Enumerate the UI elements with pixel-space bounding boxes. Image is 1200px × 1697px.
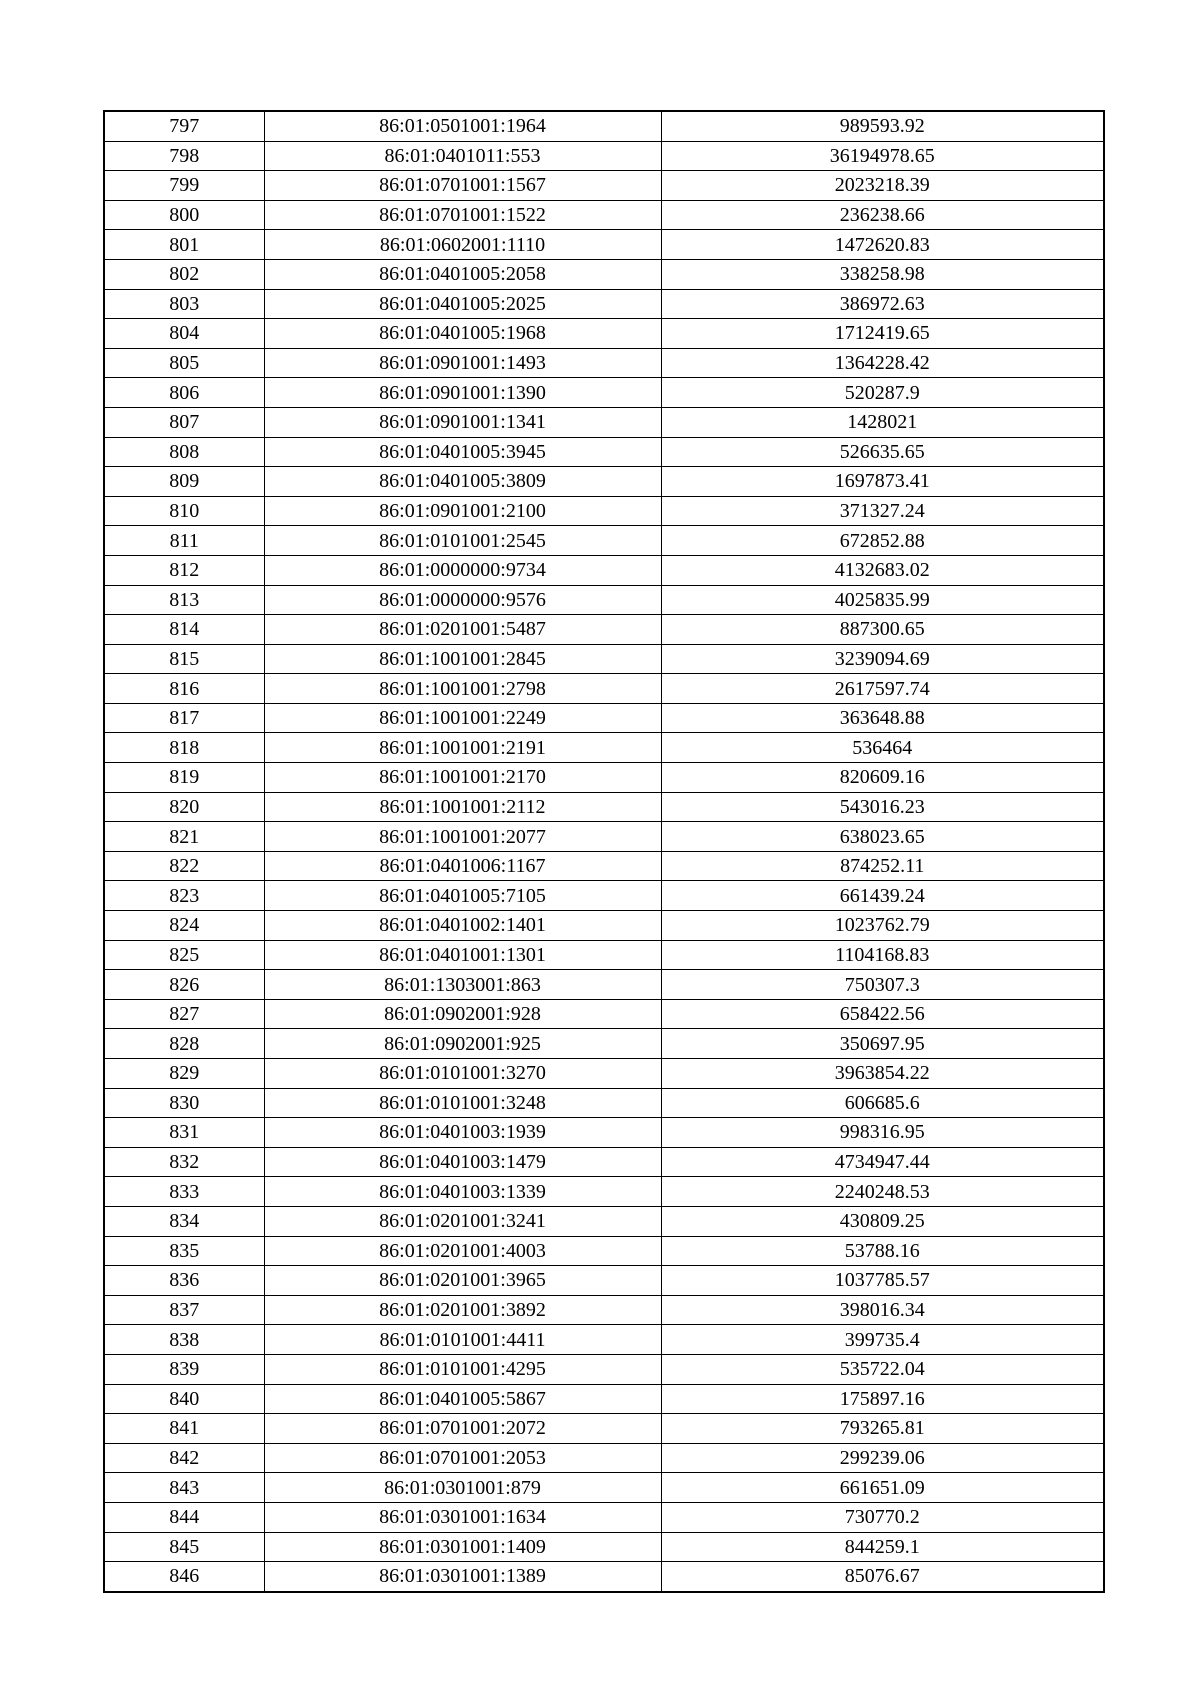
value-cell: 658422.56	[661, 999, 1104, 1029]
table-row	[104, 1414, 1104, 1444]
row-number-cell: 812	[104, 555, 264, 585]
value-cell: 1712419.65	[661, 319, 1104, 349]
cadastral-number-cell: 86:01:0000000:9734	[264, 555, 661, 585]
value-cell: 844259.1	[661, 1532, 1104, 1562]
cadastral-number-cell: 86:01:0901001:1390	[264, 378, 661, 408]
table-row	[104, 437, 1104, 467]
value-cell: 36194978.65	[661, 141, 1104, 171]
row-number-cell: 839	[104, 1354, 264, 1384]
table-row	[104, 259, 1104, 289]
value-cell: 175897.16	[661, 1384, 1104, 1414]
table-row	[104, 881, 1104, 911]
table-row	[104, 644, 1104, 674]
cadastral-number-cell: 86:01:0401005:7105	[264, 881, 661, 911]
table-row	[104, 1088, 1104, 1118]
cadastral-number-cell: 86:01:0301001:879	[264, 1473, 661, 1503]
cadastral-number-cell: 86:01:0101001:4411	[264, 1325, 661, 1355]
row-number-cell: 813	[104, 585, 264, 615]
table-row	[104, 378, 1104, 408]
row-number-cell: 815	[104, 644, 264, 674]
value-cell: 998316.95	[661, 1118, 1104, 1148]
table-row	[104, 1532, 1104, 1562]
table-row	[104, 1295, 1104, 1325]
value-cell: 887300.65	[661, 615, 1104, 645]
table-row	[104, 703, 1104, 733]
cadastral-number-cell: 86:01:0602001:1110	[264, 230, 661, 260]
cadastral-number-cell: 86:01:1001001:2191	[264, 733, 661, 763]
table-row	[104, 1206, 1104, 1236]
value-cell: 236238.66	[661, 200, 1104, 230]
value-cell: 3239094.69	[661, 644, 1104, 674]
row-number-cell: 802	[104, 259, 264, 289]
value-cell: 672852.88	[661, 526, 1104, 556]
table-row	[104, 1502, 1104, 1532]
value-cell: 2023218.39	[661, 171, 1104, 201]
row-number-cell: 803	[104, 289, 264, 319]
table-row	[104, 171, 1104, 201]
value-cell: 3963854.22	[661, 1059, 1104, 1089]
table-row	[104, 1029, 1104, 1059]
table-row	[104, 792, 1104, 822]
table-body	[104, 111, 1104, 1592]
value-cell: 536464	[661, 733, 1104, 763]
row-number-cell: 828	[104, 1029, 264, 1059]
table-row	[104, 1443, 1104, 1473]
value-cell: 874252.11	[661, 851, 1104, 881]
cadastral-number-cell: 86:01:1001001:2170	[264, 763, 661, 793]
cadastral-number-cell: 86:01:0401005:5867	[264, 1384, 661, 1414]
row-number-cell: 846	[104, 1562, 264, 1592]
cadastral-number-cell: 86:01:1001001:2845	[264, 644, 661, 674]
table-row	[104, 526, 1104, 556]
table-row	[104, 763, 1104, 793]
cadastral-number-cell: 86:01:1001001:2112	[264, 792, 661, 822]
table-row	[104, 940, 1104, 970]
cadastral-number-cell: 86:01:0101001:2545	[264, 526, 661, 556]
cadastral-number-cell: 86:01:0401005:2025	[264, 289, 661, 319]
value-cell: 85076.67	[661, 1562, 1104, 1592]
row-number-cell: 816	[104, 674, 264, 704]
table-row	[104, 1325, 1104, 1355]
row-number-cell: 832	[104, 1147, 264, 1177]
value-cell: 526635.65	[661, 437, 1104, 467]
cadastral-number-cell: 86:01:0901001:1493	[264, 348, 661, 378]
cadastral-number-cell: 86:01:1001001:2077	[264, 822, 661, 852]
cadastral-number-cell: 86:01:0501001:1964	[264, 111, 661, 141]
value-cell: 338258.98	[661, 259, 1104, 289]
table-row	[104, 1059, 1104, 1089]
row-number-cell: 841	[104, 1414, 264, 1444]
row-number-cell: 845	[104, 1532, 264, 1562]
cadastral-number-cell: 86:01:0401001:1301	[264, 940, 661, 970]
cadastral-number-cell: 86:01:0201001:3965	[264, 1266, 661, 1296]
cadastral-number-cell: 86:01:0201001:4003	[264, 1236, 661, 1266]
value-cell: 4132683.02	[661, 555, 1104, 585]
cadastral-number-cell: 86:01:0701001:1567	[264, 171, 661, 201]
table-row	[104, 467, 1104, 497]
cadastral-number-cell: 86:01:0401002:1401	[264, 911, 661, 941]
cadastral-number-cell: 86:01:0401003:1939	[264, 1118, 661, 1148]
row-number-cell: 824	[104, 911, 264, 941]
value-cell: 399735.4	[661, 1325, 1104, 1355]
cadastral-number-cell: 86:01:0201001:3892	[264, 1295, 661, 1325]
table-row	[104, 733, 1104, 763]
value-cell: 53788.16	[661, 1236, 1104, 1266]
row-number-cell: 833	[104, 1177, 264, 1207]
row-number-cell: 820	[104, 792, 264, 822]
value-cell: 1104168.83	[661, 940, 1104, 970]
value-cell: 363648.88	[661, 703, 1104, 733]
row-number-cell: 829	[104, 1059, 264, 1089]
table-row	[104, 585, 1104, 615]
table-row	[104, 970, 1104, 1000]
cadastral-number-cell: 86:01:0000000:9576	[264, 585, 661, 615]
row-number-cell: 834	[104, 1206, 264, 1236]
value-cell: 1037785.57	[661, 1266, 1104, 1296]
value-cell: 299239.06	[661, 1443, 1104, 1473]
value-cell: 793265.81	[661, 1414, 1104, 1444]
cadastral-number-cell: 86:01:0401003:1339	[264, 1177, 661, 1207]
row-number-cell: 837	[104, 1295, 264, 1325]
value-cell: 350697.95	[661, 1029, 1104, 1059]
row-number-cell: 801	[104, 230, 264, 260]
table-row	[104, 1354, 1104, 1384]
table-row	[104, 1473, 1104, 1503]
cadastral-number-cell: 86:01:1001001:2798	[264, 674, 661, 704]
row-number-cell: 814	[104, 615, 264, 645]
row-number-cell: 843	[104, 1473, 264, 1503]
value-cell: 661439.24	[661, 881, 1104, 911]
row-number-cell: 825	[104, 940, 264, 970]
row-number-cell: 836	[104, 1266, 264, 1296]
table-row	[104, 289, 1104, 319]
value-cell: 1472620.83	[661, 230, 1104, 260]
cadastral-number-cell: 86:01:0701001:1522	[264, 200, 661, 230]
value-cell: 661651.09	[661, 1473, 1104, 1503]
table-row	[104, 1177, 1104, 1207]
table-row	[104, 1147, 1104, 1177]
table-row	[104, 319, 1104, 349]
value-cell: 430809.25	[661, 1206, 1104, 1236]
cadastral-number-cell: 86:01:0901001:1341	[264, 407, 661, 437]
row-number-cell: 818	[104, 733, 264, 763]
value-cell: 638023.65	[661, 822, 1104, 852]
value-cell: 1428021	[661, 407, 1104, 437]
table-row	[104, 200, 1104, 230]
value-cell: 4025835.99	[661, 585, 1104, 615]
value-cell: 1023762.79	[661, 911, 1104, 941]
cadastral-number-cell: 86:01:0902001:925	[264, 1029, 661, 1059]
row-number-cell: 808	[104, 437, 264, 467]
value-cell: 820609.16	[661, 763, 1104, 793]
row-number-cell: 831	[104, 1118, 264, 1148]
cadastral-number-cell: 86:01:1001001:2249	[264, 703, 661, 733]
cadastral-number-cell: 86:01:0201001:3241	[264, 1206, 661, 1236]
cadastral-number-cell: 86:01:0101001:4295	[264, 1354, 661, 1384]
row-number-cell: 827	[104, 999, 264, 1029]
cadastral-number-cell: 86:01:0401006:1167	[264, 851, 661, 881]
cadastral-number-cell: 86:01:0401005:3945	[264, 437, 661, 467]
row-number-cell: 842	[104, 1443, 264, 1473]
value-cell: 750307.3	[661, 970, 1104, 1000]
value-cell: 371327.24	[661, 496, 1104, 526]
value-cell: 386972.63	[661, 289, 1104, 319]
row-number-cell: 797	[104, 111, 264, 141]
table-row	[104, 348, 1104, 378]
row-number-cell: 811	[104, 526, 264, 556]
cadastral-number-cell: 86:01:0401005:3809	[264, 467, 661, 497]
cadastral-number-cell: 86:01:0901001:2100	[264, 496, 661, 526]
row-number-cell: 800	[104, 200, 264, 230]
cadastral-number-cell: 86:01:0301001:1389	[264, 1562, 661, 1592]
cadastral-number-cell: 86:01:0701001:2072	[264, 1414, 661, 1444]
table-row	[104, 822, 1104, 852]
table-row	[104, 1562, 1104, 1592]
cadastral-number-cell: 86:01:0201001:5487	[264, 615, 661, 645]
cadastral-number-cell: 86:01:0301001:1634	[264, 1502, 661, 1532]
cadastral-number-cell: 86:01:0301001:1409	[264, 1532, 661, 1562]
row-number-cell: 809	[104, 467, 264, 497]
value-cell: 535722.04	[661, 1354, 1104, 1384]
table-row	[104, 230, 1104, 260]
value-cell: 606685.6	[661, 1088, 1104, 1118]
cadastral-number-cell: 86:01:0101001:3248	[264, 1088, 661, 1118]
table-row	[104, 851, 1104, 881]
row-number-cell: 838	[104, 1325, 264, 1355]
table-row	[104, 555, 1104, 585]
value-cell: 520287.9	[661, 378, 1104, 408]
row-number-cell: 799	[104, 171, 264, 201]
table-row	[104, 496, 1104, 526]
row-number-cell: 810	[104, 496, 264, 526]
row-number-cell: 823	[104, 881, 264, 911]
table-row	[104, 1266, 1104, 1296]
cadastral-number-cell: 86:01:1303001:863	[264, 970, 661, 1000]
row-number-cell: 804	[104, 319, 264, 349]
table-row	[104, 1118, 1104, 1148]
cadastral-number-cell: 86:01:0401011:553	[264, 141, 661, 171]
value-cell: 730770.2	[661, 1502, 1104, 1532]
cadastral-number-cell: 86:01:0401003:1479	[264, 1147, 661, 1177]
value-cell: 1364228.42	[661, 348, 1104, 378]
value-cell: 4734947.44	[661, 1147, 1104, 1177]
row-number-cell: 807	[104, 407, 264, 437]
table-row	[104, 407, 1104, 437]
table-row	[104, 141, 1104, 171]
cadastral-number-cell: 86:01:0902001:928	[264, 999, 661, 1029]
row-number-cell: 840	[104, 1384, 264, 1414]
value-cell: 2240248.53	[661, 1177, 1104, 1207]
table-row	[104, 1384, 1104, 1414]
table-row	[104, 1236, 1104, 1266]
row-number-cell: 819	[104, 763, 264, 793]
value-cell: 989593.92	[661, 111, 1104, 141]
row-number-cell: 817	[104, 703, 264, 733]
value-cell: 2617597.74	[661, 674, 1104, 704]
table-row	[104, 999, 1104, 1029]
cadastral-number-cell: 86:01:0401005:1968	[264, 319, 661, 349]
cadastral-number-cell: 86:01:0701001:2053	[264, 1443, 661, 1473]
row-number-cell: 844	[104, 1502, 264, 1532]
cadastral-number-cell: 86:01:0401005:2058	[264, 259, 661, 289]
table-row	[104, 674, 1104, 704]
row-number-cell: 806	[104, 378, 264, 408]
cadastral-value-table	[103, 110, 1105, 1593]
row-number-cell: 826	[104, 970, 264, 1000]
row-number-cell: 830	[104, 1088, 264, 1118]
table-row	[104, 911, 1104, 941]
value-cell: 1697873.41	[661, 467, 1104, 497]
table-row	[104, 111, 1104, 141]
row-number-cell: 805	[104, 348, 264, 378]
row-number-cell: 821	[104, 822, 264, 852]
value-cell: 543016.23	[661, 792, 1104, 822]
cadastral-number-cell: 86:01:0101001:3270	[264, 1059, 661, 1089]
value-cell: 398016.34	[661, 1295, 1104, 1325]
table-row	[104, 615, 1104, 645]
row-number-cell: 822	[104, 851, 264, 881]
row-number-cell: 835	[104, 1236, 264, 1266]
row-number-cell: 798	[104, 141, 264, 171]
